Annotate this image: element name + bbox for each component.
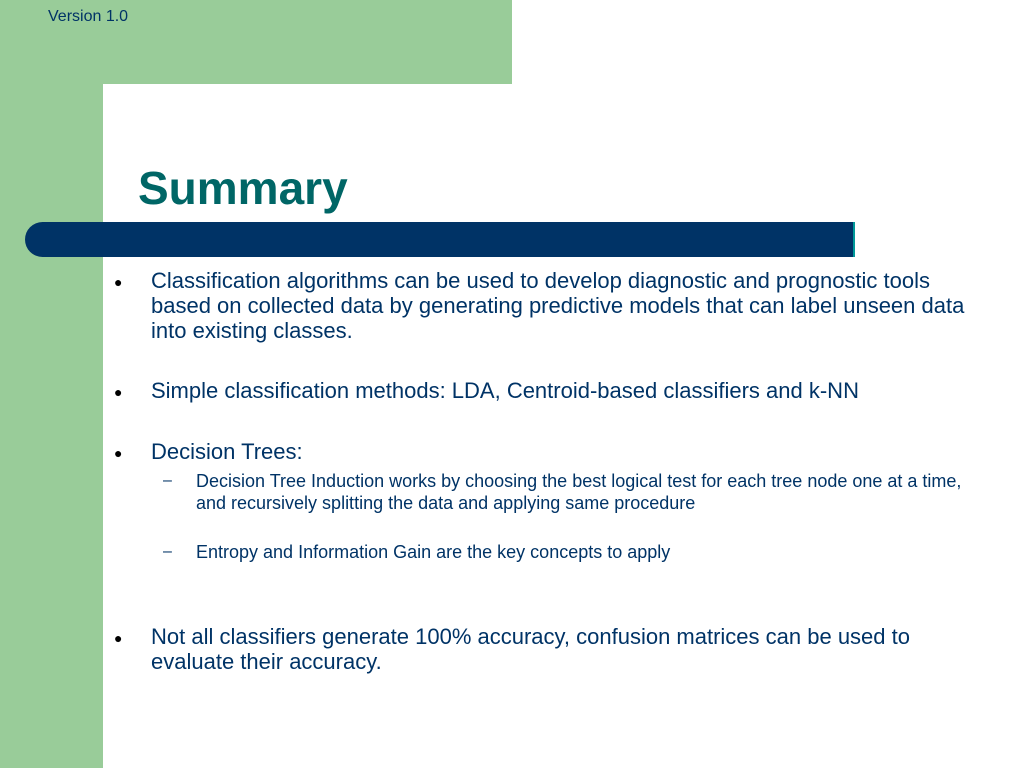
bullet-text: Not all classifiers generate 100% accuracy, confusion matrices can be used to evaluate their accuracy. [151, 624, 910, 674]
sub-bullet-marker: – [163, 472, 172, 489]
bullet-text: Classification algorithms can be used to develop diagnostic and prognostic tools based on collected data by generating predictive models that can label unseen data into existing classes. [151, 268, 965, 343]
bullet-marker: ● [114, 384, 123, 400]
bullet-marker: ● [114, 445, 123, 461]
bullet-text: Simple classification methods: LDA, Centroid-based classifiers and k-NN [151, 378, 859, 403]
sub-bullet-marker: – [163, 543, 172, 560]
slide-title: Summary [138, 162, 348, 214]
bullet-marker: ● [114, 630, 123, 646]
sub-bullet-text: Decision Tree Induction works by choosing the best logical test for each tree node one at a time, and recursively splitting the data and applying same procedure [196, 471, 962, 513]
bullet-text: Decision Trees: [151, 439, 303, 464]
bullet-marker: ● [114, 274, 123, 290]
sub-bullet-text: Entropy and Information Gain are the key concepts to apply [196, 542, 671, 562]
version-label: Version 1.0 [48, 8, 129, 25]
